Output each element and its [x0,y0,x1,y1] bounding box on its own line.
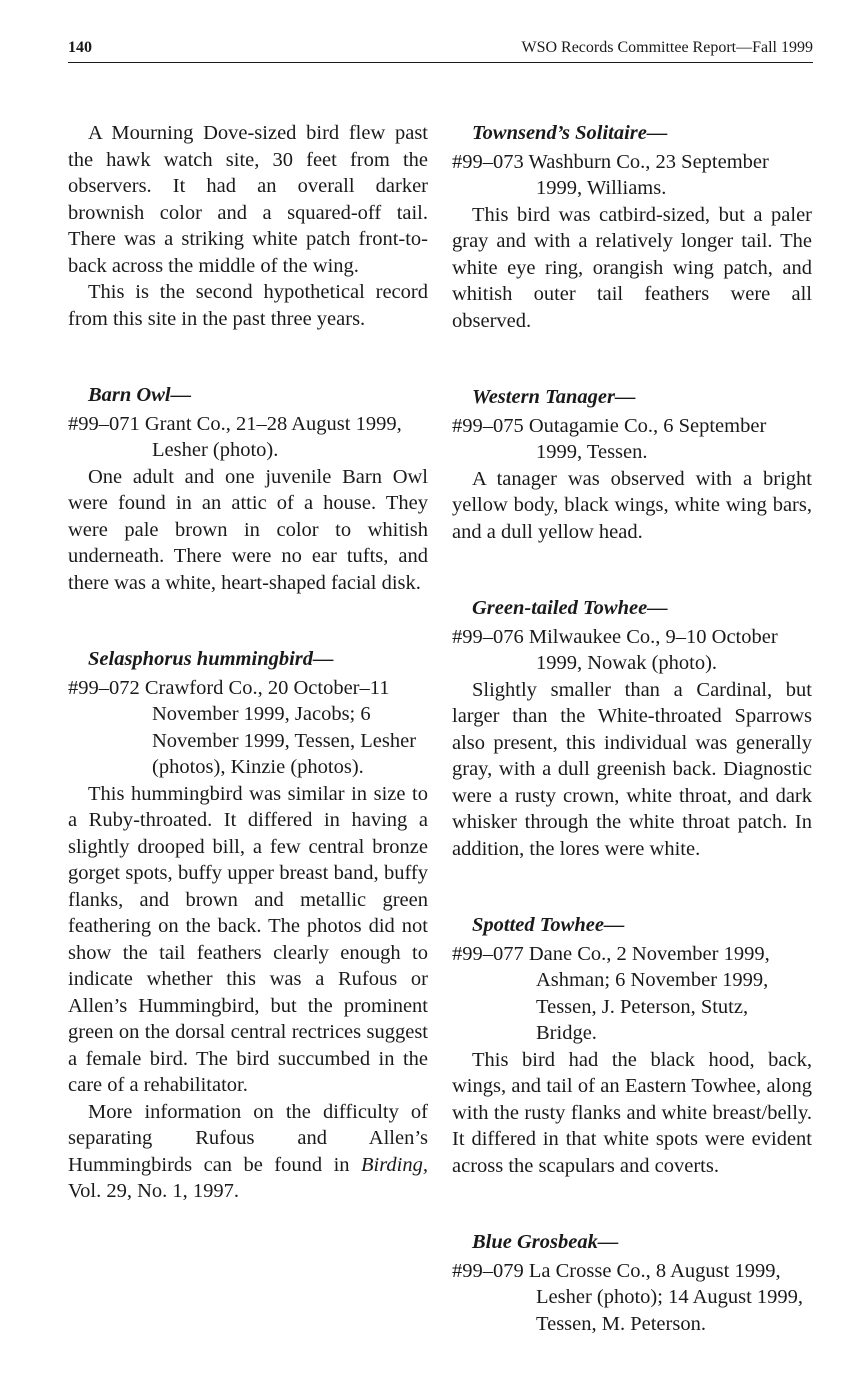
record-entry [452,413,812,466]
closing-text: Vol. 29, No. 1, 1997. [68,1180,240,1202]
body-paragraph: This hummingbird was similar in size to a Ruby-throated. It differed in having a slightly drooped bill, a few central bronze gorget spots, buffy upper breast band, buffy flanks, and brown and metallic green feathering on the back. The photos did not show the tail feathers clearly enough to indicate whether this was a Rufous or Allen’s Hummingbird, but the prominent green on the dorsal central rectrices suggest a female bird. The bird succumbed in the care of a rehabilitator. [68,782,428,1096]
section-blue-grosbeak [452,1229,812,1337]
species-heading: Townsend’s Solitaire— [472,122,668,144]
species-heading: Green-tailed Towhee— [472,597,668,619]
body-paragraph: This is the second hypothetical record from this site in the past three years. [68,281,428,330]
record-id: #99–079 [452,1259,524,1282]
species-heading: Selasphorus hummingbird— [88,648,334,670]
record-entry [68,411,428,464]
record-entry [452,624,812,677]
right-column [452,120,812,1337]
body-paragraph: A Mourning Dove-sized bird flew past the hawk watch site, 30 feet from the observers. It had an overall darker brownish color and a squared-off tail. There was a striking white patch front-to-back across the middle of the wing. [68,122,428,277]
body-paragraph: A tanager was observed with a bright yellow body, black wings, white wing bars, and a dull yellow head. [452,467,812,543]
record-id: #99–075 [452,414,524,437]
section-townsends-solitaire [452,120,812,334]
record-id: #99–077 [452,942,524,965]
body-paragraph: One adult and one juvenile Barn Owl were found in an attic of a house. They were pale brown in color to whitish underneath. There were no ear tufts, and there was a white, heart-shaped facial disk. [68,465,428,594]
body-paragraph: This bird had the black hood, back, wings, and tail of an Eastern Towhee, along with the rusty flanks and white breast/belly. It differed in that white spots were evident across the scapulars and coverts. [452,1048,812,1177]
running-title: WSO Records Committee Report—Fall 1999 [521,39,813,56]
section-western-tanager [452,384,812,545]
body-paragraph: This bird was catbird-sized, but a paler gray and with a relatively longer tail. The white eye ring, orangish wing patch, and whitish outer tail feathers were all observed. [452,203,812,332]
record-id: #99–072 [68,676,140,699]
body-paragraph [68,1099,428,1205]
body-paragraph: Slightly smaller than a Cardinal, but larger than the White-throated Sparrows also present, this individual was generally gray, with a dull greenish back. Diagnostic were a rusty crown, white throat, and dark whisker through the white throat patch. In addition, the lores were white. [452,678,812,860]
species-heading: Spotted Towhee— [472,914,625,936]
record-entry [452,149,812,202]
section-green-tailed-towhee [452,595,812,862]
record-details: Crawford Co., 20 October–11 November 1999, Jacobs; 6 November 1999, Tessen, Lesher (photos), Kinzie (photos). [144,676,417,778]
record-id: #99–071 [68,412,140,435]
record-entry [452,1258,812,1338]
record-id: #99–076 [452,625,524,648]
record-id: #99–073 [452,150,524,173]
species-heading: Blue Grosbeak— [472,1231,619,1253]
record-details: Washburn Co., 23 September 1999, Williams. [528,150,769,199]
record-entry [68,675,428,781]
species-heading: Barn Owl— [88,384,192,406]
closing-text: More information on the difficulty of separating Rufous and Allen’s Hummingbirds can be found in [68,1100,428,1176]
species-heading: Western Tanager— [472,386,636,408]
record-details: Grant Co., 21–28 August 1999, Lesher (photo). [144,412,402,461]
page-header [68,38,813,63]
section-selasphorus [68,646,428,1205]
left-column [68,120,428,1205]
section-barn-owl [68,382,428,596]
record-details: Dane Co., 2 November 1999, Ashman; 6 November 1999, Tessen, J. Peterson, Stutz, Bridge. [528,942,770,1044]
record-details: La Crosse Co., 8 August 1999, Lesher (photo); 14 August 1999, Tessen, M. Peterson. [528,1259,804,1335]
citation-title: Birding, [360,1153,428,1176]
section-spotted-towhee [452,912,812,1179]
page-number: 140 [68,39,92,56]
record-details: Outagamie Co., 6 September 1999, Tessen. [528,414,767,463]
record-details: Milwaukee Co., 9–10 October 1999, Nowak (photo). [528,625,778,674]
record-entry [452,941,812,1047]
section-hypothetical [68,120,428,332]
